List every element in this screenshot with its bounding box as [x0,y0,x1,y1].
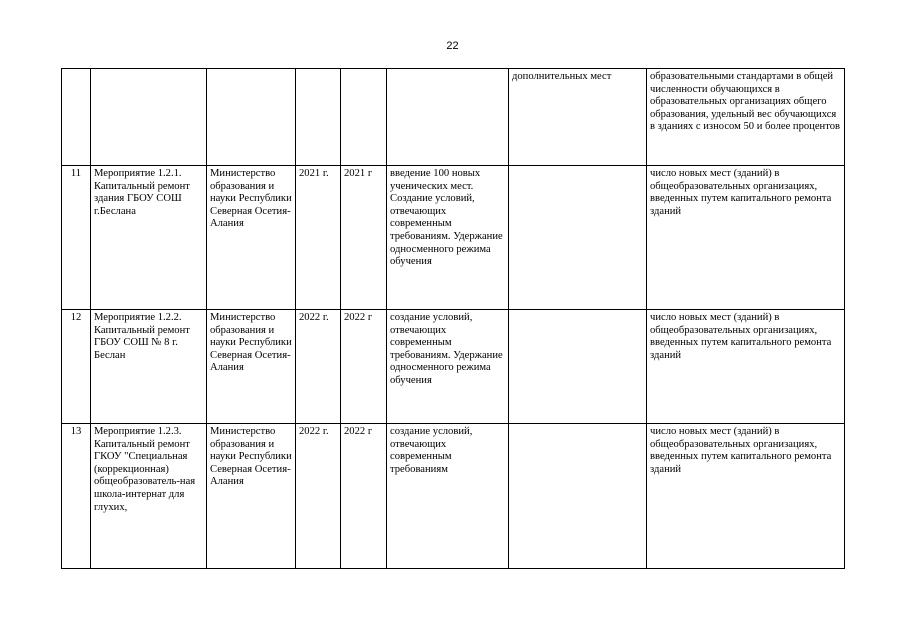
executor: Министерство образования и науки Республики Северная Осетия-Алания [207,166,296,310]
expected-result [387,69,509,166]
table-row [62,310,845,424]
indicator-description: число новых мест (зданий) в общеобразовательных организациях, введенных путем капитального ремонта зданий [647,166,845,310]
start-year [296,69,341,166]
end-year [341,69,387,166]
expected-result: создание условий, отвечающих современным требованиям. Удержание односменного режима обучения [387,310,509,424]
measure-name: Мероприятие 1.2.2. Капитальный ремонт ГБОУ СОШ № 8 г. Беслан [91,310,207,424]
executor: Министерство образования и науки Республики Северная Осетия-Алания [207,310,296,424]
measures-table [61,68,845,569]
expected-result: введение 100 новых ученических мест. Создание условий, отвечающих современным требованиям. Удержание односменного режима обучения [387,166,509,310]
indicator-link [509,310,647,424]
expected-result: создание условий, отвечающих современным требованиям [387,424,509,569]
end-year: 2022 г [341,310,387,424]
indicator-description: число новых мест (зданий) в общеобразовательных организациях, введенных путем капитального ремонта зданий [647,310,845,424]
start-year: 2022 г. [296,424,341,569]
row-number: 12 [62,310,91,424]
row-number: 13 [62,424,91,569]
page-number: 22 [446,40,459,52]
row-number: 11 [62,166,91,310]
indicator-description: образовательными стандартами в общей численности обучающихся в образовательных организациях общего образования, удельный вес обучающихся в зданиях с износом 50 и более процентов [647,69,845,166]
indicator-link [509,424,647,569]
indicator-link [509,166,647,310]
table-row [62,424,845,569]
measure-name: Мероприятие 1.2.1. Капитальный ремонт здания ГБОУ СОШ г.Беслана [91,166,207,310]
table-row [62,69,845,166]
start-year: 2022 г. [296,310,341,424]
indicator-link: дополнительных мест [509,69,647,166]
executor [207,69,296,166]
end-year: 2021 г [341,166,387,310]
executor: Министерство образования и науки Республики Северная Осетия-Алания [207,424,296,569]
end-year: 2022 г [341,424,387,569]
measure-name [91,69,207,166]
start-year: 2021 г. [296,166,341,310]
indicator-description: число новых мест (зданий) в общеобразовательных организациях, введенных путем капитального ремонта зданий [647,424,845,569]
table-row [62,166,845,310]
row-number [62,69,91,166]
measure-name: Мероприятие 1.2.3. Капитальный ремонт ГКОУ "Специальная (коррекционная) общеобразователь-ная школа-интернат для глухих, [91,424,207,569]
